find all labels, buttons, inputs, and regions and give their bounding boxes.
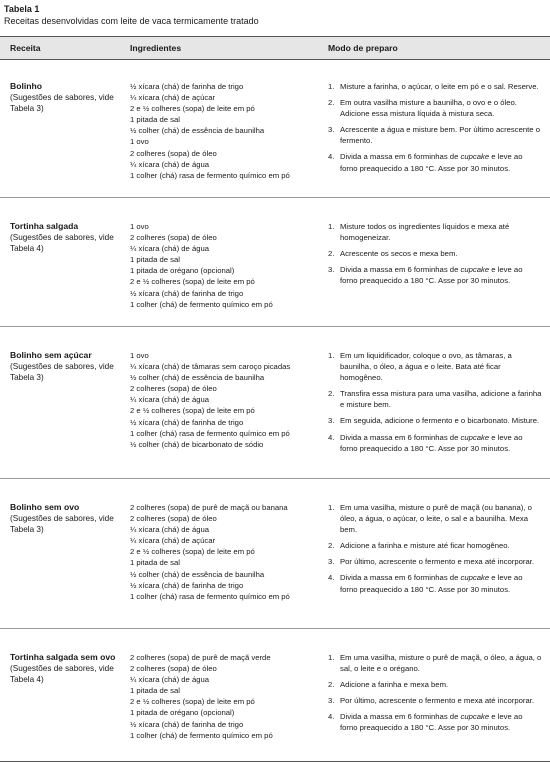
method-step (328, 540, 542, 551)
method-step (328, 388, 542, 410)
method-step (328, 432, 542, 454)
method-step (328, 711, 542, 733)
recipe-name: Bolinho sem açúcar (10, 350, 92, 360)
ingredients-cell (130, 350, 320, 450)
ingredient-item: 2 colheres (sopa) de óleo (130, 148, 217, 158)
column-header-method: Modo de preparo (328, 43, 398, 53)
recipe-name: Tortinha salgada (10, 221, 79, 231)
method-steps (328, 502, 542, 600)
recipe-note: (Sugestões de sabores, vide Tabela 3) (10, 93, 114, 113)
method-step (328, 415, 542, 426)
ingredients-cell (130, 221, 320, 310)
ingredients-cell (130, 502, 320, 602)
step-number: 3. (328, 416, 335, 426)
ingredient-item: 2 colheres (sopa) de óleo (130, 664, 217, 674)
ingredient-item: 1 ovo (130, 222, 149, 231)
step-text: Transfira essa mistura para uma vasilha, adicione a farinha e misture bem. (340, 389, 542, 410)
method-step (328, 81, 542, 92)
step-text: Acrescente a água e misture bem. Por último acrescente o fermento. (340, 125, 540, 146)
step-number: 4. (328, 573, 335, 583)
ingredient-item: 2 e ½ colheres (sopa) de leite em pó (130, 547, 255, 557)
ingredient-item: 1 pitada de sal (130, 115, 181, 125)
step-text: Em seguida, adicione o fermento e o bicarbonato. Misture. (340, 416, 540, 426)
ingredient-item: 1 pitada de sal (130, 255, 181, 265)
step-text: Divida a massa em 6 forminhas de cupcake e leve ao forno preaquecido a 180 °C. Asse por 30 minutos. (340, 152, 523, 173)
ingredient-item: ½ colher (chá) de bicarbonato de sódio (130, 439, 264, 449)
table-header (0, 36, 550, 60)
step-number: 2. (328, 680, 335, 690)
step-number: 4. (328, 152, 335, 162)
ingredient-item: 1 colher (chá) rasa de fermento químico em pó (130, 428, 290, 438)
method-step (328, 695, 542, 706)
step-text: Adicione a farinha e mexa bem. (340, 680, 449, 690)
step-number: 2. (328, 249, 335, 259)
recipe-cell (10, 502, 122, 535)
ingredient-item: ½ colher (chá) de essência de baunilha (130, 126, 265, 136)
step-number: 1. (328, 82, 335, 91)
method-step (328, 124, 542, 146)
method-step (328, 572, 542, 594)
ingredient-item: ¼ xícara (chá) de açúcar (130, 536, 216, 546)
table-row (0, 479, 550, 629)
recipe-note: (Sugestões de sabores, vide Tabela 3) (10, 362, 114, 382)
table-row (0, 629, 550, 762)
table-caption: Receitas desenvolvidas com leite de vaca termicamente tratado (4, 16, 259, 26)
step-number: 2. (328, 389, 335, 399)
recipe-cell (10, 81, 122, 114)
step-text: Por último, acrescente o fermento e mexa até incorporar. (340, 696, 534, 706)
step-number: 3. (328, 557, 335, 567)
ingredient-item: ¼ xícara (chá) de água (130, 525, 210, 535)
recipe-name: Tortinha salgada sem ovo (10, 652, 116, 662)
ingredient-item: 1 pitada de sal (130, 686, 181, 696)
recipe-cell (10, 221, 122, 254)
method-step (328, 350, 542, 383)
step-text: Divida a massa em 6 forminhas de cupcake e leve ao forno preaquecido a 180 °C. Asse por 30 minutos. (340, 712, 523, 733)
ingredient-item: 2 e ½ colheres (sopa) de leite em pó (130, 406, 255, 416)
ingredient-item: 1 pitada de orégano (opcional) (130, 266, 235, 276)
column-header-ingredients: Ingredientes (130, 43, 182, 53)
recipe-name: Bolinho sem ovo (10, 502, 80, 512)
step-number: 3. (328, 125, 335, 135)
ingredient-item: 1 ovo (130, 351, 149, 360)
method-steps (328, 350, 542, 459)
method-step (328, 679, 542, 690)
ingredient-item: ½ colher (chá) de essência de baunilha (130, 569, 265, 579)
ingredient-item: ½ xícara (chá) de farinha de trigo (130, 82, 244, 91)
ingredient-item: ¼ xícara (chá) de água (130, 395, 210, 405)
recipe-cell (10, 652, 122, 685)
ingredient-item: ¼ xícara (chá) de água (130, 159, 210, 169)
step-text: Por último, acrescente o fermento e mexa até incorporar. (340, 557, 534, 567)
step-text: Adicione a farinha e misture até ficar homogêneo. (340, 541, 510, 551)
ingredient-item: 2 colheres (sopa) de óleo (130, 514, 217, 524)
ingredients-cell (130, 652, 320, 741)
recipe-note: (Sugestões de sabores, vide Tabela 4) (10, 664, 114, 684)
recipe-note: (Sugestões de sabores, vide Tabela 4) (10, 233, 114, 253)
step-number: 1. (328, 653, 335, 662)
method-step (328, 221, 542, 243)
step-text: Misture a farinha, o açúcar, o leite em pó e o sal. Reserve. (340, 82, 539, 91)
step-text: Misture todos os ingredientes líquidos e mexa até homogeneizar. (340, 222, 510, 243)
ingredient-item: 2 colheres (sopa) de purê de maçã verde (130, 653, 271, 662)
table-row (0, 58, 550, 198)
ingredient-item: 1 colher (chá) rasa de fermento químico em pó (130, 170, 290, 180)
step-number: 1. (328, 222, 335, 231)
method-steps (328, 221, 542, 291)
ingredient-item: 1 colher (chá) de fermento químico em pó (130, 730, 273, 740)
ingredient-item: ¼ xícara (chá) de açúcar (130, 93, 216, 103)
step-number: 2. (328, 541, 335, 551)
ingredient-item: 1 pitada de sal (130, 558, 181, 568)
recipe-cell (10, 350, 122, 383)
ingredient-item: ½ xícara (chá) de farinha de trigo (130, 580, 244, 590)
method-step (328, 264, 542, 286)
step-number: 2. (328, 98, 335, 108)
method-step (328, 652, 542, 674)
table-label: Tabela 1 (4, 4, 40, 14)
ingredient-item: ¼ xícara (chá) de água (130, 244, 210, 254)
method-steps (328, 652, 542, 739)
ingredient-item: ½ xícara (chá) de farinha de trigo (130, 288, 244, 298)
ingredient-item: 2 colheres (sopa) de óleo (130, 384, 217, 394)
ingredient-item: 1 colher (chá) de fermento químico em pó (130, 299, 273, 309)
step-number: 4. (328, 712, 335, 722)
ingredient-item: 2 e ½ colheres (sopa) de leite em pó (130, 104, 255, 114)
ingredient-item: 2 colheres (sopa) de purê de maçã ou banana (130, 503, 288, 512)
ingredient-item: ½ xícara (chá) de farinha de trigo (130, 417, 244, 427)
method-step (328, 97, 542, 119)
table-row (0, 198, 550, 327)
step-text: Acrescente os secos e mexa bem. (340, 249, 458, 259)
table-row (0, 327, 550, 479)
ingredient-item: ¼ xícara (chá) de água (130, 675, 210, 685)
recipe-name: Bolinho (10, 81, 42, 91)
step-text: Em uma vasilha, misture o purê de maçã (ou banana), o óleo, a água, o açúcar, o leite, o sal e a baunilha. Mexa bem. (340, 503, 532, 535)
method-step (328, 248, 542, 259)
ingredient-item: 2 colheres (sopa) de óleo (130, 233, 217, 243)
step-text: Em uma vasilha, misture o purê de maçã, o óleo, a água, o sal, o leite e o orégano. (340, 653, 542, 674)
step-text: Divida a massa em 6 forminhas de cupcake e leve ao forno preaquecido a 180 °C. Asse por 30 minutos. (340, 432, 523, 453)
step-text: Em outra vasilha misture a baunilha, o ovo e o óleo. Adicione essa mistura líquida à mistura seca. (340, 98, 517, 119)
step-text: Em um liquidificador, coloque o ovo, as tâmaras, a baunilha, o óleo, a água e o leite. Bata até ficar homogêneo. (340, 351, 512, 383)
column-header-recipe: Receita (10, 43, 41, 53)
step-number: 1. (328, 351, 335, 360)
step-number: 3. (328, 696, 335, 706)
step-number: 3. (328, 265, 335, 275)
ingredient-item: 2 e ½ colheres (sopa) de leite em pó (130, 697, 255, 707)
ingredient-item: 1 ovo (130, 137, 149, 147)
ingredient-item: ¼ xícara (chá) de tâmaras sem caroço picadas (130, 362, 291, 372)
step-number: 1. (328, 503, 335, 512)
method-step (328, 151, 542, 173)
ingredient-item: 2 e ½ colheres (sopa) de leite em pó (130, 277, 255, 287)
ingredient-item: ½ xícara (chá) de farinha de trigo (130, 719, 244, 729)
ingredient-item: 1 colher (chá) rasa de fermento químico em pó (130, 591, 290, 601)
method-step (328, 502, 542, 535)
ingredient-item: 1 pitada de orégano (opcional) (130, 708, 235, 718)
step-text: Divida a massa em 6 forminhas de cupcake e leve ao forno preaquecido a 180 °C. Asse por 30 minutos. (340, 265, 523, 286)
step-number: 4. (328, 432, 335, 442)
method-step (328, 556, 542, 567)
step-text: Divida a massa em 6 forminhas de cupcake e leve ao forno preaquecido a 180 °C. Asse por 30 minutos. (340, 573, 523, 594)
recipe-note: (Sugestões de sabores, vide Tabela 3) (10, 514, 114, 534)
ingredient-item: ½ colher (chá) de essência de baunilha (130, 373, 265, 383)
method-steps (328, 81, 542, 179)
ingredients-cell (130, 81, 320, 181)
